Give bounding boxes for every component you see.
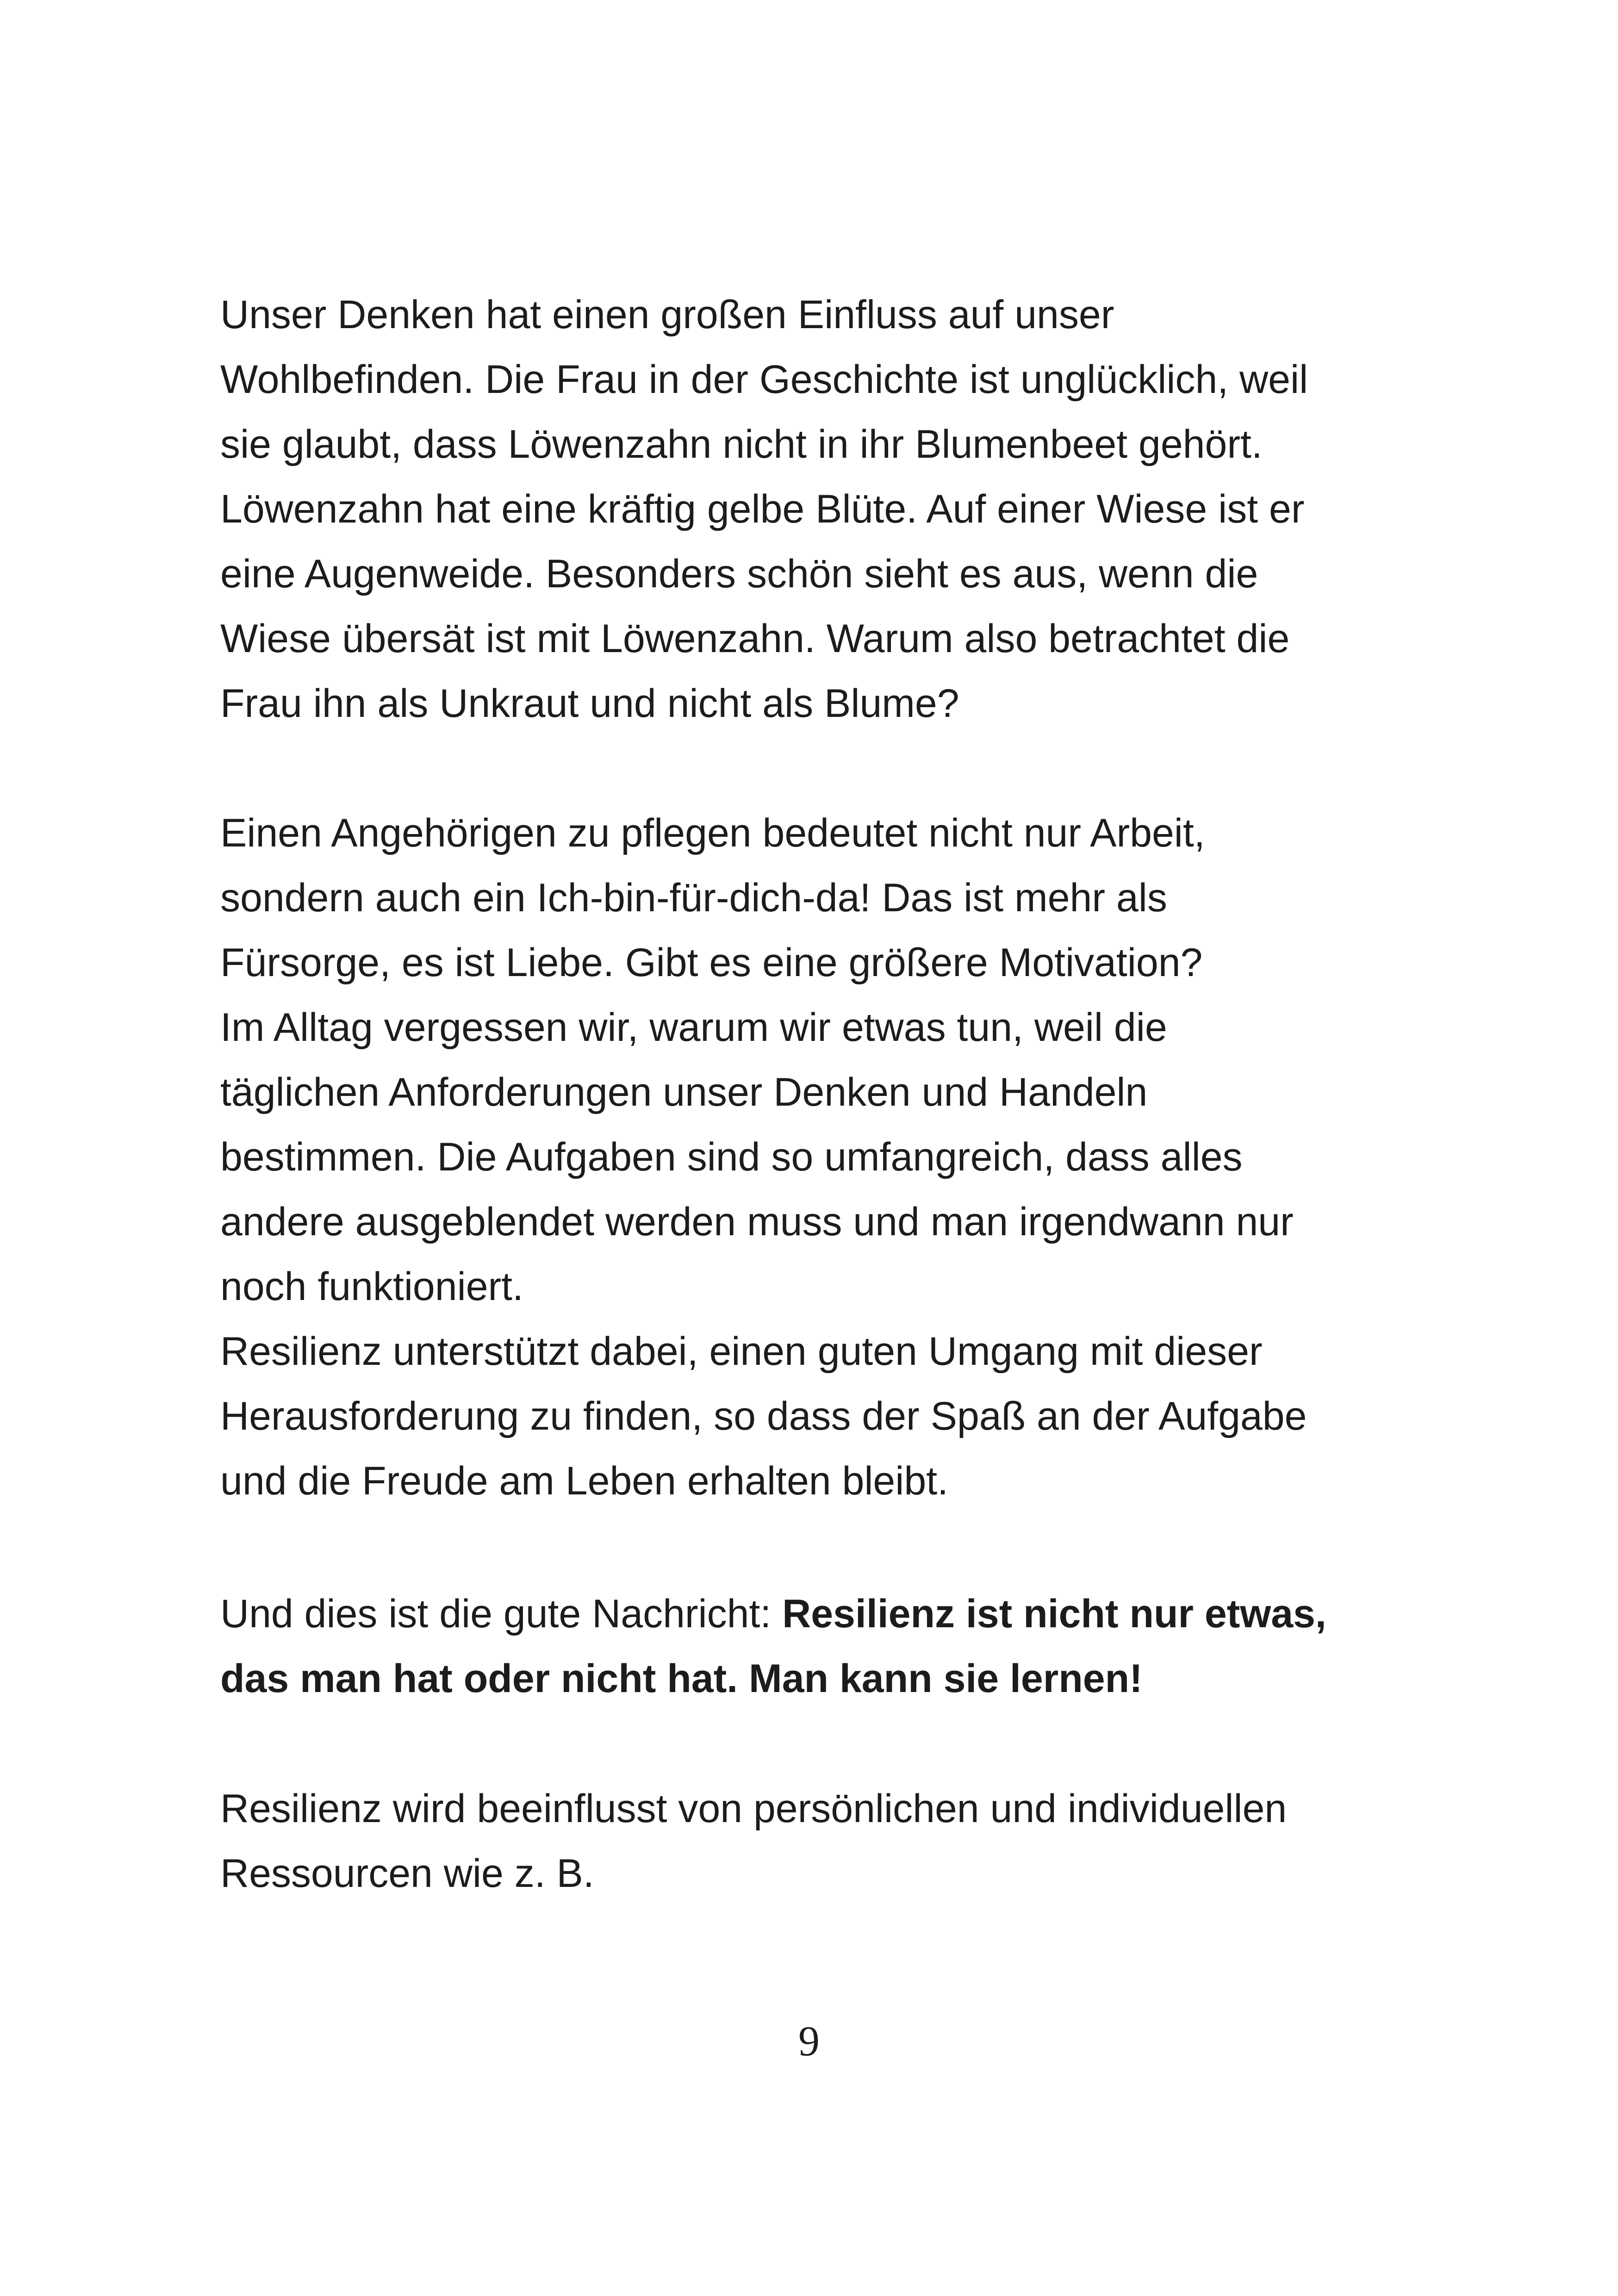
text-line: sondern auch ein Ich-bin-für-dich-da! Das ist mehr als — [220, 876, 1167, 920]
paragraph-good-news — [220, 1581, 1405, 1711]
text-line: Unser Denken hat einen großen Einfluss auf unser — [220, 292, 1114, 337]
text-line: Im Alltag vergessen wir, warum wir etwas tun, weil die — [220, 1005, 1167, 1050]
text-line: noch funktioniert. — [220, 1264, 523, 1309]
text-line: bestimmen. Die Aufgaben sind so umfangreich, dass alles — [220, 1135, 1243, 1179]
paragraph-thinking-wellbeing — [220, 282, 1405, 736]
text-line: andere ausgeblendet werden muss und man irgendwann nur — [220, 1200, 1294, 1244]
text-line: täglichen Anforderungen unser Denken und Handeln — [220, 1070, 1148, 1114]
text-line: Wohlbefinden. Die Frau in der Geschichte ist unglücklich, weil — [220, 357, 1308, 402]
text-line: Wiese übersät ist mit Löwenzahn. Warum also betrachtet die — [220, 616, 1290, 661]
text-line: Resilienz wird beeinflusst von persönlichen und individuellen — [220, 1786, 1287, 1831]
paragraph-resources — [220, 1776, 1405, 1906]
text-line: Ressourcen wie z. B. — [220, 1851, 594, 1896]
text-line: Löwenzahn hat eine kräftig gelbe Blüte. Auf einer Wiese ist er — [220, 487, 1305, 531]
good-news-intro: Und dies ist die gute Nachricht: — [220, 1592, 783, 1636]
text-line: Resilienz unterstützt dabei, einen guten Umgang mit dieser — [220, 1329, 1263, 1374]
page-number: 9 — [798, 2017, 820, 2065]
paragraph-caregiving — [220, 801, 1405, 1513]
text-line: und die Freude am Leben erhalten bleibt. — [220, 1459, 948, 1503]
text-line: Einen Angehörigen zu pflegen bedeutet nicht nur Arbeit, — [220, 811, 1205, 855]
text-line: sie glaubt, dass Löwenzahn nicht in ihr Blumenbeet gehört. — [220, 422, 1263, 467]
text-line: Frau ihn als Unkraut und nicht als Blume? — [220, 681, 959, 726]
text-line: Fürsorge, es ist Liebe. Gibt es eine größere Motivation? — [220, 940, 1203, 985]
text-line: eine Augenweide. Besonders schön sieht es aus, wenn die — [220, 552, 1258, 596]
text-line — [220, 1581, 1405, 1646]
good-news-emphasis-line2: das man hat oder nicht hat. Man kann sie lernen! — [220, 1656, 1143, 1701]
text-line: Herausforderung zu finden, so dass der Spaß an der Aufgabe — [220, 1394, 1307, 1438]
good-news-emphasis: Resilienz ist nicht nur etwas, — [782, 1592, 1326, 1636]
